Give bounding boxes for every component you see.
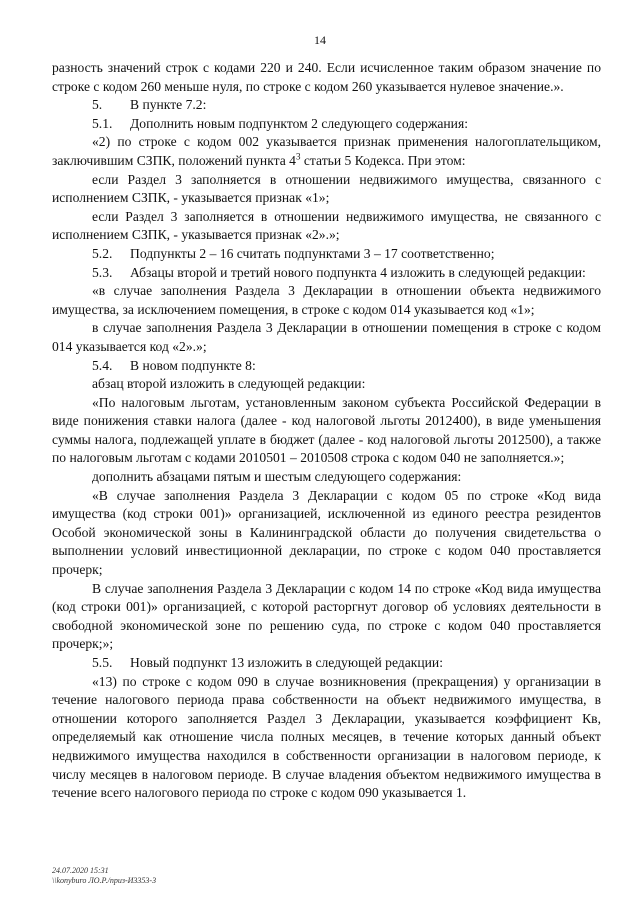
paragraph-text: Подпункты 2 – 16 считать подпунктами 3 – 17 соответственно; [130, 245, 495, 261]
paragraph-text: «в случае заполнения Раздела 3 Декларации в отношении объекта недвижимого имущества, за исключением помещения, в строке с кодом 014 указывается код «1»; [52, 283, 601, 317]
paragraph-text: Новый подпункт 13 изложить в следующей редакции: [130, 655, 443, 670]
paragraph [52, 245, 601, 264]
paragraph [52, 394, 601, 468]
paragraph-text: В новом подпункте 8: [130, 357, 256, 373]
page-number: 14 [314, 33, 326, 47]
paragraph-text: В случае заполнения Раздела 3 Декларации с кодом 14 по строке «Код вида имущества (код строки 001)» организацией, с которой расторгнут договор об условиях деятельности в свободной экономической зоне по решению суда, по строке с кодом 040 проставляется прочерк;»; [52, 580, 601, 652]
paragraph-text: Абзацы второй и третий нового подпункта 4 изложить в следующей редакции: [130, 264, 586, 280]
clause-number: 5.2. [92, 245, 113, 261]
paragraph [52, 115, 601, 134]
paragraph [52, 673, 601, 803]
paragraph [52, 133, 601, 170]
paragraph-text: если Раздел 3 заполняется в отношении недвижимого имущества, связанного с исполнением СЗПК, - указывается признак «1»; [52, 171, 601, 206]
document-body [52, 59, 601, 803]
paragraph [52, 654, 601, 673]
clause-number: 5.5. [92, 655, 113, 670]
paragraph-text: дополнить абзацами пятым и шестым следующего содержания: [92, 469, 462, 485]
paragraph [52, 208, 601, 245]
paragraph-text: абзац второй изложить в следующей редакции: [92, 376, 366, 392]
clause-number: 5.4. [92, 357, 113, 373]
paragraph-text: «13) по строке с кодом 090 в случае возникновения (прекращения) у организации в течение налогового периода права собственности на объект недвижимого имущества, в отношении которого заполняется Раздел 3 Декларации, указывается коэффициент Кв, определяемый как отношение числа полных месяцев, в течение которых данный объект недвижимого имущества находился в собственности организации в налоговом периоде, к числу месяцев в налоговом периоде. В случае владения объектом недвижимого имущества в течение всего налогового периода по строке с кодом 090 указывается 1. [52, 673, 601, 801]
superscript: 3 [295, 151, 301, 162]
paragraph [52, 264, 601, 283]
footer-file-path: \\konyburo ЛО.Р./приз-И3353-3 [52, 876, 157, 885]
footer-timestamp: 24.07.2020 15:31 [52, 866, 109, 875]
clause-number: 5. [92, 97, 103, 113]
paragraph [52, 96, 601, 115]
clause-number: 5.3. [92, 264, 113, 280]
paragraph-text-tail: статьи 5 Кодекса. При этом: [300, 152, 466, 168]
paragraph [52, 487, 601, 580]
document-footer [52, 866, 156, 886]
paragraph-text: Дополнить новым подпунктом 2 следующего содержания: [130, 115, 468, 131]
paragraph-text: «По налоговым льготам, установленным законом субъекта Российской Федерации в виде понижения ставки налога (далее - код налоговой льготы 2012400), в виде уменьшения суммы налога, подлежащей уплате в бюджет (далее - код налоговой льготы 2012500), а также по налоговым льготам с кодами 2010501 – 2010508 строка с кодом 040 не заполняется.»; [52, 394, 601, 466]
clause-number: 5.1. [92, 115, 113, 131]
paragraph-text: разность значений строк с кодами 220 и 240. Если исчисленное таким образом значение по строке с кодом 260 меньше нуля, по строке с кодом 260 указывается нулевое значение.». [52, 60, 601, 94]
paragraph-text: В пункте 7.2: [130, 97, 207, 113]
paragraph-text: если Раздел 3 заполняется в отношении недвижимого имущества, не связанного с исполнением СЗПК, - указывается признак «2».»; [52, 208, 601, 243]
paragraph [52, 59, 601, 96]
paragraph-text: «В случае заполнения Раздела 3 Декларации с кодом 05 по строке «Код вида имущества (код строки 001)» организацией, исключенной из единого реестра резидентов Особой экономической зоны в Калининградской области до получения свидетельства о выполнении условий инвестиционной декларации, по строке с кодом 040 проставляется прочерк; [52, 487, 601, 578]
paragraph [52, 171, 601, 208]
paragraph [52, 375, 601, 394]
paragraph [52, 468, 601, 487]
paragraph [52, 319, 601, 356]
paragraph-text: «2) по строке с кодом 002 указывается признак применения налогоплательщиком, заключившим СЗПК, положений пункта 4 [52, 134, 601, 168]
paragraph [52, 282, 601, 319]
paragraph [52, 357, 601, 376]
paragraph-text: в случае заполнения Раздела 3 Декларации в отношении помещения в строке с кодом 014 указывается код «2».»; [52, 320, 601, 354]
paragraph [52, 580, 601, 654]
